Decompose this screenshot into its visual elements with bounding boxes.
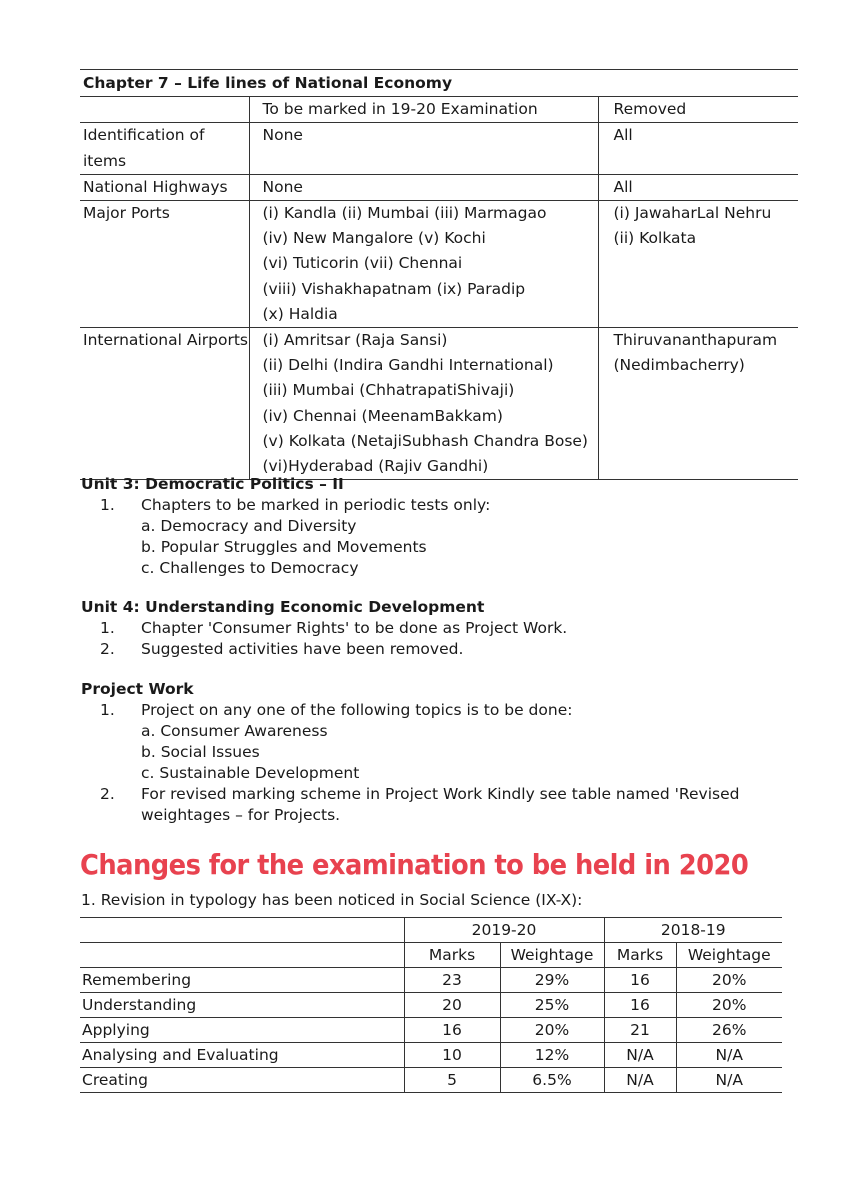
marked-cell <box>249 201 598 328</box>
item-number: 1. <box>100 701 115 719</box>
table-row <box>80 328 798 480</box>
removed-port-line: (ii) Kolkata <box>613 229 697 248</box>
marks-cell: 16 <box>604 993 676 1018</box>
port-line: (x) Haldia <box>262 304 338 323</box>
row-label: Understanding <box>80 993 404 1018</box>
item-text: For revised marking scheme in Project Work Kindly see table named 'Revised weightages – for Projects. <box>141 785 740 824</box>
removed-cell: All <box>598 174 798 200</box>
sub-item: a. Consumer Awareness <box>141 722 328 740</box>
marks-cell: 5 <box>404 1068 500 1093</box>
marks-header: Marks <box>604 943 676 968</box>
chapter7-title-row <box>80 70 798 97</box>
item-cell: Identification of items <box>80 123 249 174</box>
year-header-row <box>80 918 782 943</box>
item-cell: Major Ports <box>80 201 249 328</box>
airport-line: (iv) Chennai (MeenamBakkam) <box>262 406 503 425</box>
header-empty-cell <box>80 943 404 968</box>
changes-heading: Changes for the examination to be held in 2020 <box>80 848 749 881</box>
item-number: 2. <box>100 785 115 803</box>
weightage-cell: 20% <box>676 968 782 993</box>
year-2018-19: 2018-19 <box>604 918 782 943</box>
header-empty-cell <box>80 918 404 943</box>
row-label: Analysing and Evaluating <box>80 1043 404 1068</box>
port-line: (viii) Vishakhapatnam (ix) Paradip <box>262 279 526 298</box>
airport-line: (i) Amritsar (Raja Sansi) <box>262 331 448 350</box>
unit4-section <box>81 597 567 660</box>
unit3-section <box>81 474 490 579</box>
marked-cell <box>249 328 598 480</box>
removed-cell: All <box>598 123 798 174</box>
item-text: Chapters to be marked in periodic tests only: <box>141 496 491 514</box>
weightage-cell: 25% <box>500 993 604 1018</box>
weightage-header: Weightage <box>676 943 782 968</box>
header-empty-cell <box>80 97 249 123</box>
table-row <box>80 174 798 200</box>
removed-cell <box>598 201 798 328</box>
weightage-header: Weightage <box>500 943 604 968</box>
row-label: Creating <box>80 1068 404 1093</box>
sub-item: b. Popular Struggles and Movements <box>141 538 427 556</box>
subheader-row <box>80 943 782 968</box>
marks-cell: 20 <box>404 993 500 1018</box>
marks-cell: 10 <box>404 1043 500 1068</box>
item-text: Project on any one of the following topics is to be done: <box>141 701 573 719</box>
typology-table <box>80 917 782 1093</box>
item-cell: National Highways <box>80 174 249 200</box>
weightage-cell: 20% <box>500 1018 604 1043</box>
airport-line: (v) Kolkata (NetajiSubhash Chandra Bose) <box>262 431 588 450</box>
weightage-cell: 20% <box>676 993 782 1018</box>
port-line: (iv) New Mangalore (v) Kochi <box>262 229 486 248</box>
sub-item: b. Social Issues <box>141 743 260 761</box>
marks-cell: 23 <box>404 968 500 993</box>
sub-item: c. Sustainable Development <box>141 764 360 782</box>
row-label: Applying <box>80 1018 404 1043</box>
airport-line: (vi)Hyderabad (Rajiv Gandhi) <box>262 457 489 476</box>
header-removed: Removed <box>598 97 798 123</box>
table-row <box>80 1043 782 1068</box>
list-item <box>81 618 567 639</box>
port-line: (i) Kandla (ii) Mumbai (iii) Marmagao <box>262 204 547 223</box>
weightage-cell: N/A <box>676 1068 782 1093</box>
year-2019-20: 2019-20 <box>404 918 604 943</box>
sub-item: c. Challenges to Democracy <box>141 559 359 577</box>
list-item <box>81 639 567 660</box>
port-line: (vi) Tuticorin (vii) Chennai <box>262 254 463 273</box>
marks-cell: 16 <box>604 968 676 993</box>
removed-airport-line: Thiruvananthapuram <box>613 331 778 350</box>
item-number: 1. <box>100 619 115 637</box>
item-cell: International Airports <box>80 328 249 480</box>
removed-airport-line: (Nedimbacherry) <box>613 356 745 375</box>
marks-cell: 21 <box>604 1018 676 1043</box>
list-item <box>81 495 490 516</box>
weightage-cell: 29% <box>500 968 604 993</box>
marks-cell: 16 <box>404 1018 500 1043</box>
table-row <box>80 201 798 328</box>
table-row <box>80 968 782 993</box>
table-row <box>80 993 782 1018</box>
marked-cell: None <box>249 174 598 200</box>
project-title: Project Work <box>81 680 194 698</box>
chapter7-header-row <box>80 97 798 123</box>
chapter7-table <box>80 69 798 480</box>
removed-cell <box>598 328 798 480</box>
item-text: Chapter 'Consumer Rights' to be done as Project Work. <box>141 619 568 637</box>
changes-intro: 1. Revision in typology has been noticed in Social Science (IX-X): <box>81 891 583 909</box>
marked-cell: None <box>249 123 598 174</box>
chapter7-title: Chapter 7 – Life lines of National Economy <box>80 70 798 97</box>
airport-line: (iii) Mumbai (ChhatrapatiShivaji) <box>262 381 515 400</box>
table-row <box>80 123 798 174</box>
row-label: Remembering <box>80 968 404 993</box>
item-number: 1. <box>100 496 115 514</box>
marks-header: Marks <box>404 943 500 968</box>
sub-item: a. Democracy and Diversity <box>141 517 357 535</box>
weightage-cell: 6.5% <box>500 1068 604 1093</box>
airport-line: (ii) Delhi (Indira Gandhi International) <box>262 356 554 375</box>
weightage-cell: 26% <box>676 1018 782 1043</box>
header-marked: To be marked in 19-20 Examination <box>249 97 598 123</box>
item-text: Suggested activities have been removed. <box>141 640 464 658</box>
weightage-cell: N/A <box>676 1043 782 1068</box>
list-item <box>81 700 761 721</box>
project-section <box>81 679 761 826</box>
marks-cell: N/A <box>604 1043 676 1068</box>
list-item <box>81 784 761 826</box>
marks-cell: N/A <box>604 1068 676 1093</box>
weightage-cell: 12% <box>500 1043 604 1068</box>
table-row <box>80 1068 782 1093</box>
removed-port-line: (i) JawaharLal Nehru <box>613 204 772 223</box>
table-row <box>80 1018 782 1043</box>
item-number: 2. <box>100 640 115 658</box>
unit4-title: Unit 4: Understanding Economic Development <box>81 598 485 616</box>
unit3-title: Unit 3: Democratic Politics – II <box>81 475 344 493</box>
